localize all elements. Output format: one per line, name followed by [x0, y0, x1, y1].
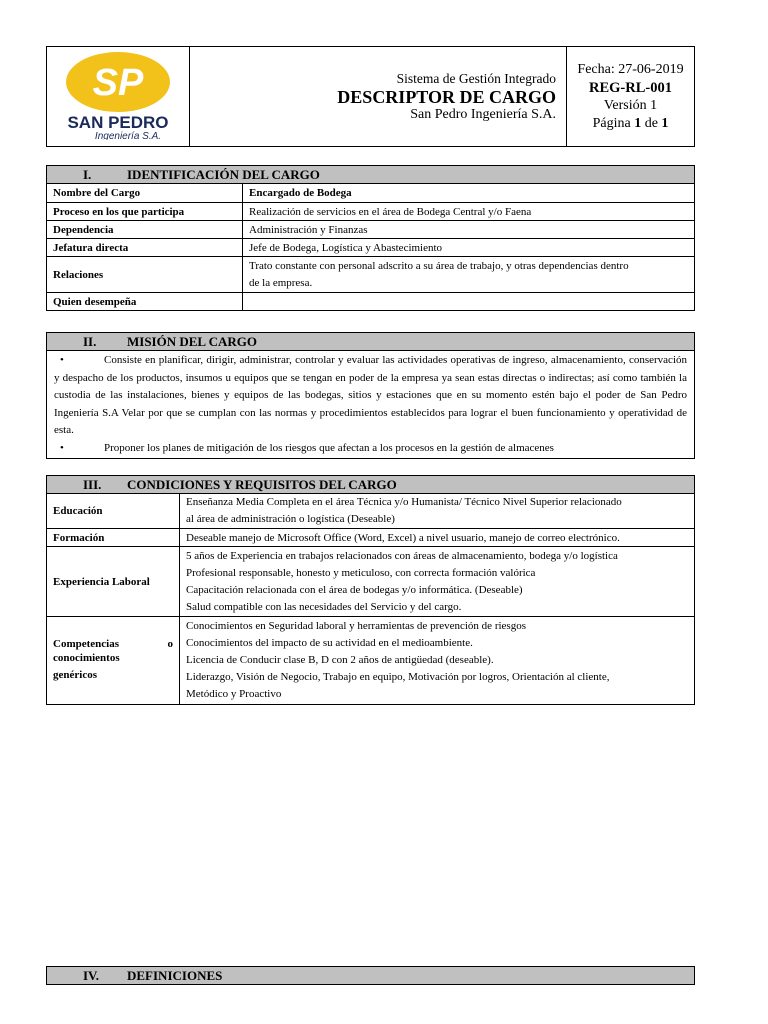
document-date: Fecha: 27-06-2019: [577, 61, 684, 77]
list-item: • Proponer los planes de mitigación de los riesgos que afectan a los procesos en la gestión de almacenes: [60, 441, 554, 454]
table-row: Relaciones Trato constante con personal adscrito a su área de trabajo, y otras dependencias dentro de la empresa.: [47, 257, 695, 293]
section-title: DEFINICIONES: [127, 967, 223, 983]
table-row: Dependencia Administración y Finanzas: [47, 221, 695, 239]
section-mision: [46, 332, 695, 459]
header-title-cell: [190, 47, 567, 147]
company-logo: [58, 48, 178, 140]
section-header: II. MISIÓN DEL CARGO: [47, 333, 695, 351]
table-row: Proceso en los que participa Realización de servicios en el área de Bodega Central y/o Faena: [47, 203, 695, 221]
document-code: REG-RL-001: [589, 79, 672, 96]
table-row: Competencias o conocimientos genéricos Conocimientos en Seguridad laboral y herramientas de prevención de riesgos Conocimientos del impacto de su actividad en el medioambiente. Licencia de Conducir clase B, D con 2 años de antigüedad (deseable). Liderazgo, Visión de Negocio, Trabajo en equipo, Motivación por logros, Orientación al cliente, Metódico y Proactivo: [47, 617, 695, 705]
table-row: Nombre del Cargo Encargado de Bodega: [47, 184, 695, 203]
table-row: Formación Deseable manejo de Microsoft Office (Word, Excel) a nivel usuario, manejo de correo electrónico.: [47, 529, 695, 547]
table-row: Quien desempeña: [47, 293, 695, 311]
section-identificacion: [46, 165, 695, 311]
section-header: IV. DEFINICIONES: [47, 967, 695, 985]
logo-cell: [47, 47, 190, 147]
section-condiciones: [46, 475, 695, 705]
section-title: MISIÓN DEL CARGO: [127, 333, 258, 349]
logo-company-name: SAN PEDRO: [67, 113, 169, 132]
section-header: I. IDENTIFICACIÓN DEL CARGO: [47, 166, 695, 184]
list-item: • Consiste en planificar, dirigir, administrar, controlar y evaluar las actividades operativas de ingreso, almacenamiento, conservación y despacho de los productos, insumos u equipos que se tengan en poder de la empresa ya sean estas directas o indirectas; así como también la custodia de las instalaciones, bienes y equipos de las bodegas, sitios y estaciones que en su momento estén bajo el poder de San Pedro Ingeniería S.A Velar por que se cumplan con las normas y procedimientos establecidos para lograr el buen funcionamiento y operatividad de esta.: [54, 354, 687, 436]
table-row: Educación Enseñanza Media Completa en el área Técnica y/o Humanista/ Técnico Nivel Superior relacionado al área de administración o logística (Deseable): [47, 494, 695, 529]
document-header: [46, 46, 695, 147]
section-definiciones: [46, 966, 695, 985]
document-title: DESCRIPTOR DE CARGO: [337, 86, 556, 107]
table-row: Jefatura directa Jefe de Bodega, Logística y Abastecimiento: [47, 239, 695, 257]
section-header: III. CONDICIONES Y REQUISITOS DEL CARGO: [47, 476, 695, 494]
system-name: Sistema de Gestión Integrado: [396, 70, 556, 86]
logo-company-sub: Ingeniería S.A.: [94, 131, 162, 140]
document-version: Versión 1: [603, 97, 658, 113]
table-row: [47, 351, 695, 459]
table-row: Experiencia Laboral 5 años de Experiencia en trabajos relacionados con áreas de almacenamiento, bodega y/o logística Profesional responsable, honesto y meticuloso, con correcta formación valórica Capacitación relacionada con el área de bodegas y/o informática. (Deseable) Salud compatible con las necesidades del Servicio y del cargo.: [47, 547, 695, 617]
section-title: IDENTIFICACIÓN DEL CARGO: [127, 166, 320, 182]
page-indicator: Página 1 de 1: [592, 115, 669, 131]
section-title: CONDICIONES Y REQUISITOS DEL CARGO: [127, 476, 397, 492]
logo-initials: SP: [92, 62, 144, 104]
company-full-name: San Pedro Ingeniería S.A.: [410, 106, 556, 122]
header-meta-cell: [567, 47, 695, 147]
